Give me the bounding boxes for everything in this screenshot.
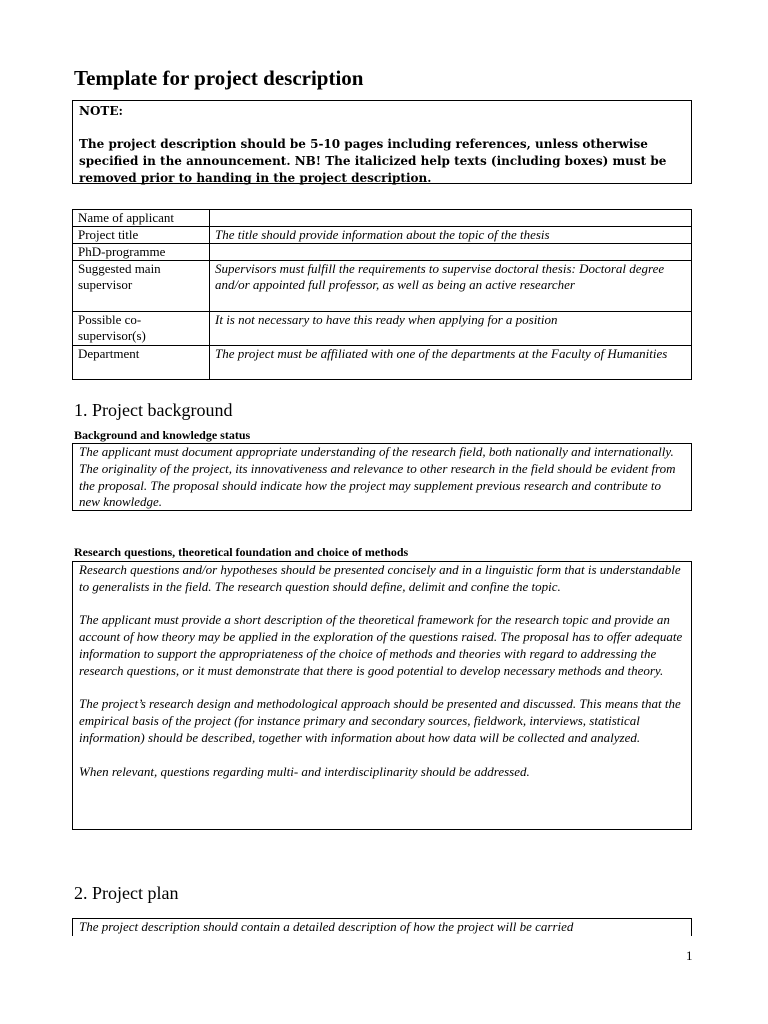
section-heading-project-background: 1. Project background	[74, 400, 233, 420]
help-box-research-questions	[72, 561, 692, 830]
note-box	[72, 100, 692, 184]
subheading-research-questions: Research questions, theoretical foundation and choice of methods	[74, 545, 409, 559]
section-heading-project-plan: 2. Project plan	[74, 883, 179, 903]
table-row	[73, 227, 692, 244]
row-label: Possible co-supervisor(s)	[73, 312, 210, 346]
help-box-background	[72, 443, 692, 511]
table-row	[73, 346, 692, 380]
help-paragraph: Research questions and/or hypotheses should be presented concisely and in a linguistic form that is understandable to generalists in the field. The research question should define, delimit and confine the topic.	[79, 562, 681, 594]
help-text: The project description should contain a detailed description of how the project will be carried	[79, 919, 574, 934]
help-box-project-plan	[72, 918, 692, 936]
subheading-background: Background and knowledge status	[74, 428, 251, 442]
row-label: Department	[73, 346, 210, 380]
row-value: The title should provide information about the topic of the thesis	[210, 227, 692, 244]
document-title: Template for project description	[74, 66, 364, 90]
row-value: The project must be affiliated with one of the departments at the Faculty of Humanities	[210, 346, 692, 380]
table-row	[73, 210, 692, 227]
row-value: It is not necessary to have this ready when applying for a position	[210, 312, 692, 346]
applicant-info-table	[72, 209, 692, 380]
help-paragraph: When relevant, questions regarding multi- and interdisciplinarity should be addressed.	[79, 763, 530, 779]
row-label: Suggested main supervisor	[73, 261, 210, 312]
help-text: The applicant must document appropriate understanding of the research field, both nationally and internationally. The originality of the project, its innovativeness and relevance to other research in the field should be evident from the proposal. The proposal should indicate how the project may supplement previous research and contribute to new knowledge.	[79, 444, 676, 510]
note-text: The project description should be 5-10 pages including references, unless otherwise specified in the announcement. NB! The italicized help texts (including boxes) must be removed prior to handing in the project description.	[79, 137, 667, 185]
table-row	[73, 261, 692, 312]
note-heading: NOTE:	[79, 104, 123, 118]
table-row	[73, 244, 692, 261]
row-label: Name of applicant	[73, 210, 210, 227]
table-row	[73, 312, 692, 346]
row-value: Supervisors must fulfill the requirements to supervise doctoral thesis: Doctoral degree and/or appointed full professor, as well as being an active researcher	[210, 261, 692, 312]
row-label: PhD-programme	[73, 244, 210, 261]
page-number: 1	[686, 948, 693, 963]
help-paragraph: The applicant must provide a short description of the theoretical framework for the research topic and provide an account of how theory may be applied in the exploration of the questions raised. The proposal has to offer adequate information to support the appropriateness of the choice of methods and theories with regard to addressing the research questions, or it must demonstrate that there is good potential to develop necessary methods and theory.	[79, 612, 683, 678]
row-label: Project title	[73, 227, 210, 244]
help-paragraph: The project’s research design and methodological approach should be presented and discussed. This means that the empirical basis of the project (for instance primary and secondary sources, fieldwork, interviews, statistical information) should be described, together with information about how data will be collected and analyzed.	[79, 696, 681, 745]
row-value	[210, 210, 692, 227]
row-value	[210, 244, 692, 261]
